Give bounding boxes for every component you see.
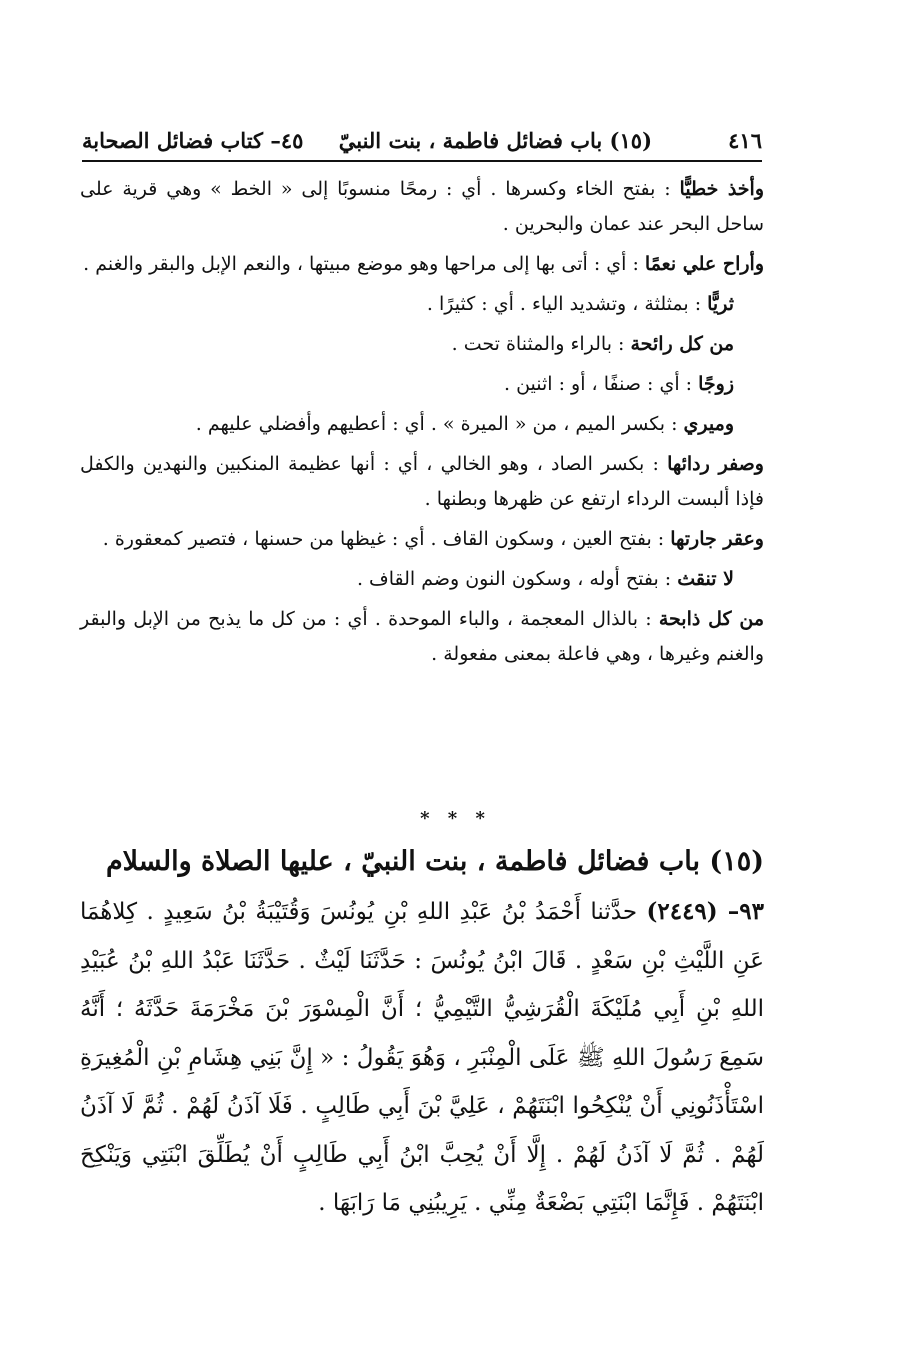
note-text: : بفتح العين ، وسكون القاف . أي : غيظها من حسنها ، فتصير كمعقورة .	[102, 528, 671, 550]
note-term: وميري	[683, 413, 734, 435]
note-term: من كل رائحة	[630, 333, 734, 355]
note-text: : أي : صنفًا ، أو : اثنين .	[504, 373, 699, 395]
note-text: : بالراء والمثناة تحت .	[451, 333, 631, 355]
chapter-title: (١٥) باب فضائل فاطمة ، بنت النبيّ	[338, 128, 652, 153]
note-text: : بفتح أوله ، وسكون النون وضم القاف .	[356, 568, 678, 590]
note	[80, 522, 764, 557]
note-text: : أي : أتى بها إلى مراحها وهو موضع مبيتها ، والنعم الإبل والبقر والغنم .	[83, 253, 645, 275]
glossary-notes	[80, 172, 764, 677]
note-term: ثريًّا	[707, 293, 734, 315]
note-term: وأراح علي نعمًا	[644, 253, 764, 275]
note-term: زوجًا	[698, 373, 734, 395]
note	[80, 407, 764, 442]
hadith-text	[80, 888, 764, 1228]
note-text: : بكسر الصاد ، وهو الخالي ، أي : أنها عظيمة المنكبين والنهدين والكفل فإذا ألبست الرداء ارتفع عن ظهرها وبطنها .	[80, 453, 764, 510]
page-number: ٤١٦	[728, 128, 762, 153]
note-term: لا تنقث	[677, 568, 734, 590]
note	[80, 367, 764, 402]
book-title: ٤٥– كتاب فضائل الصحابة	[82, 128, 304, 153]
note-term: من كل ذابحة	[658, 608, 764, 630]
note	[80, 602, 764, 672]
note-text: : بمثلثة ، وتشديد الياء . أي : كثيرًا .	[426, 293, 708, 315]
note-term: وعقر جارتها	[670, 528, 764, 550]
running-header	[82, 128, 762, 158]
note	[80, 247, 764, 282]
note	[80, 287, 764, 322]
note	[80, 562, 764, 597]
note-text: : بكسر الميم ، من « الميرة » . أي : أعطيهم وأفضلي عليهم .	[195, 413, 684, 435]
section-separator: * * *	[420, 808, 491, 829]
note-text: : بفتح الخاء وكسرها . أي : رمحًا منسوبًا إلى « الخط » وهي قرية على ساحل البحر عند عمان والبحرين .	[80, 178, 764, 235]
note	[80, 447, 764, 517]
section-heading: (١٥) باب فضائل فاطمة ، بنت النبيّ ، عليها الصلاة والسلام	[105, 846, 764, 877]
note	[80, 172, 764, 242]
note-term: وأخذ خطيًّا	[679, 178, 765, 200]
hadith-number: ٩٣– (٢٤٤٩)	[646, 898, 765, 925]
hadith-body: حدَّثنا أَحْمَدُ بْنُ عَبْدِ اللهِ بْنِ يُونُسَ وَقُتَيْبَةُ بْنُ سَعِيدٍ . كِلاهُمَا عَنِ اللَّيْثِ بْنِ سَعْدٍ . قَالَ ابْنُ يُونُسَ : حَدَّثَنَا لَيْثٌ . حَدَّثَنَا عَبْدُ اللهِ بْنُ عُبَيْدِ اللهِ بْنِ أَبِي مُلَيْكَةَ الْقُرَشِيُّ التَّيْمِيُّ ؛ أَنَّ الْمِسْوَرَ بْنَ مَخْرَمَةَ حَدَّثَهُ ؛ أَنَّهُ سَمِعَ رَسُولَ اللهِ ﷺ عَلَى الْمِنْبَرِ ، وَهُوَ يَقُولُ : « إِنَّ بَنِي هِشَامِ بْنِ الْمُغِيرَةِ اسْتَأْذَنُونِي أَنْ يُنْكِحُوا ابْنَتَهُمْ ، عَلِيَّ بْنَ أَبِي طَالِبٍ . فَلَا آذَنُ لَهُمْ . ثُمَّ لَا آذَنُ لَهُمْ . ثُمَّ لَا آذَنُ لَهُمْ . إِلَّا أَنْ يُحِبَّ ابْنُ أَبِي طَالِبٍ أَنْ يُطَلِّقَ ابْنَتِي وَيَنْكِحَ ابْنَتَهُمْ . فَإِنَّمَا ابْنَتِي بَضْعَةٌ مِنِّي . يَرِيبُنِي مَا رَابَهَا .	[80, 899, 764, 1216]
note	[80, 327, 764, 362]
header-rule	[82, 160, 762, 162]
note-term: وصفر ردائها	[667, 453, 764, 475]
note-text: : بالذال المعجمة ، والباء الموحدة . أي : من كل ما يذبح من الإبل والبقر والغنم وغيرها ، وهي فاعلة بمعنى مفعولة .	[80, 608, 764, 665]
